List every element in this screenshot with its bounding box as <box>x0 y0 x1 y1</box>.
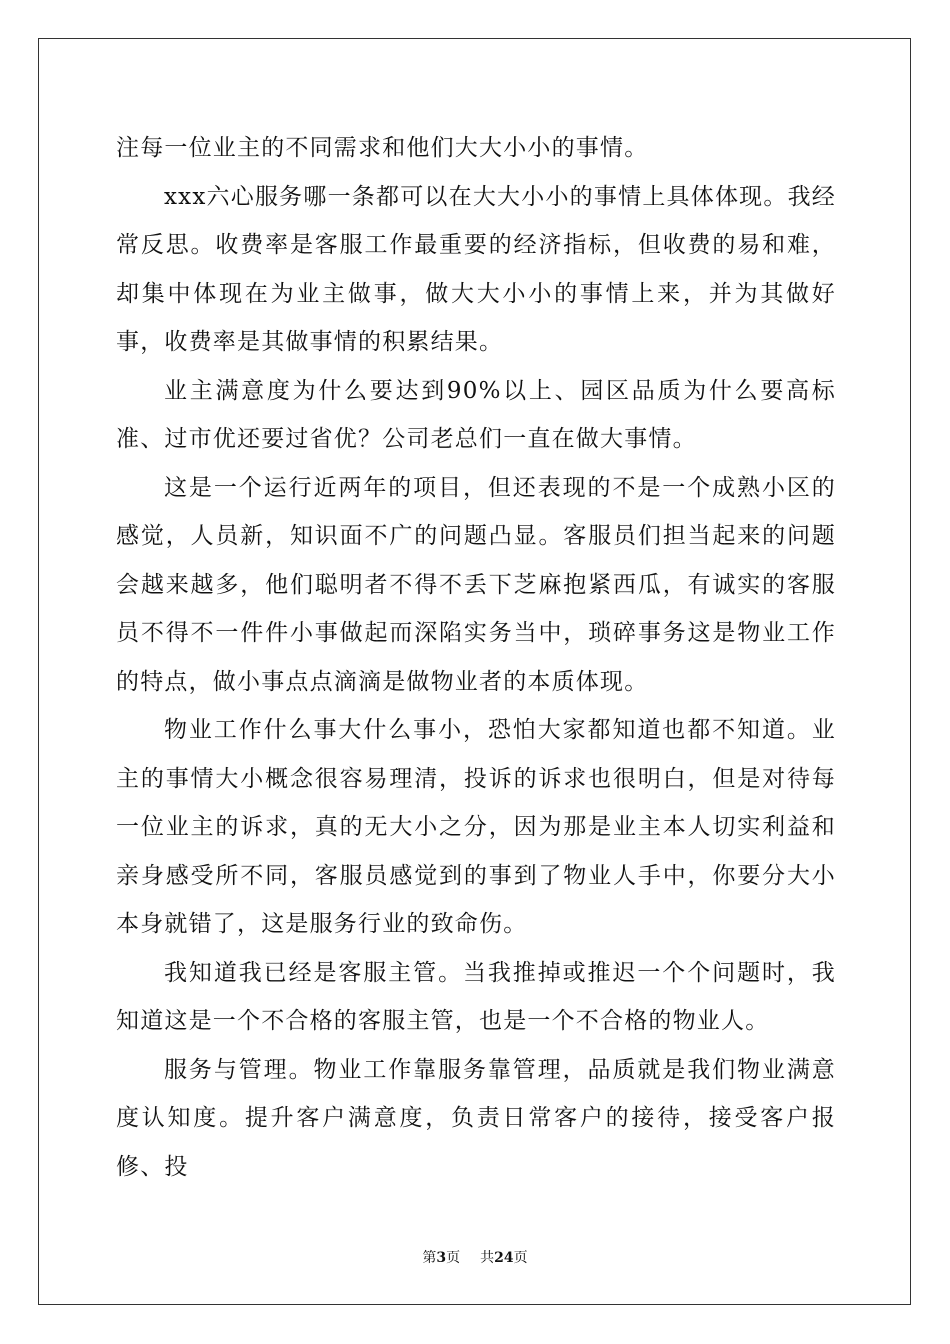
page-footer <box>0 1247 950 1267</box>
paragraph-4: 这是一个运行近两年的项目，但还表现的不是一个成熟小区的感觉，人员新，知识面不广的问题凸显。客服员们担当起来的问题会越来越多，他们聪明者不得不丢下芝麻抱紧西瓜，有诚实的客服员不得不一件件小事做起而深陷实务当中，琐碎事务这是物业工作的特点，做小事点点滴滴是做物业者的本质体现。 <box>116 474 836 695</box>
total-pages: 24 <box>494 1250 514 1266</box>
page-number: 3 <box>436 1250 447 1266</box>
paragraph-5: 物业工作什么事大什么事小，恐怕大家都知道也都不知道。业主的事情大小概念很容易理清，投诉的诉求也很明白，但是对待每一位业主的诉求，真的无大小之分，因为那是业主本人切实利益和亲身感受所不同，客服员感觉到的事到了物业人手中，你要分大小本身就错了，这是服务行业的致命伤。 <box>116 717 836 937</box>
paragraph-6: 我知道我已经是客服主管。当我推掉或推迟一个个问题时，我知道这是一个不合格的客服主管，也是一个不合格的物业人。 <box>116 959 836 1034</box>
paragraph-2: xxx六心服务哪一条都可以在大大小小的事情上具体体现。我经常反思。收费率是客服工作最重要的经济指标，但收费的易和难，却集中体现在为业主做事，做大大小小的事情上来，并为其做好事，收费率是其做事情的积累结果。 <box>116 183 836 355</box>
total-suffix: 页 <box>513 1250 528 1266</box>
paragraph-3: 业主满意度为什么要达到90%以上、园区品质为什么要高标准、过市优还要过省优？公司老总们一直在做大事情。 <box>116 377 836 452</box>
page-prefix: 第 <box>422 1250 437 1266</box>
page-suffix: 页 <box>446 1250 461 1266</box>
total-prefix: 共 <box>480 1250 495 1266</box>
document-body <box>116 124 836 1191</box>
paragraph-1: 注每一位业主的不同需求和他们大大小小的事情。 <box>116 135 649 161</box>
paragraph-7: 服务与管理。物业工作靠服务靠管理，品质就是我们物业满意度认知度。提升客户满意度，负责日常客户的接待，接受客户报修、投 <box>116 1056 836 1180</box>
